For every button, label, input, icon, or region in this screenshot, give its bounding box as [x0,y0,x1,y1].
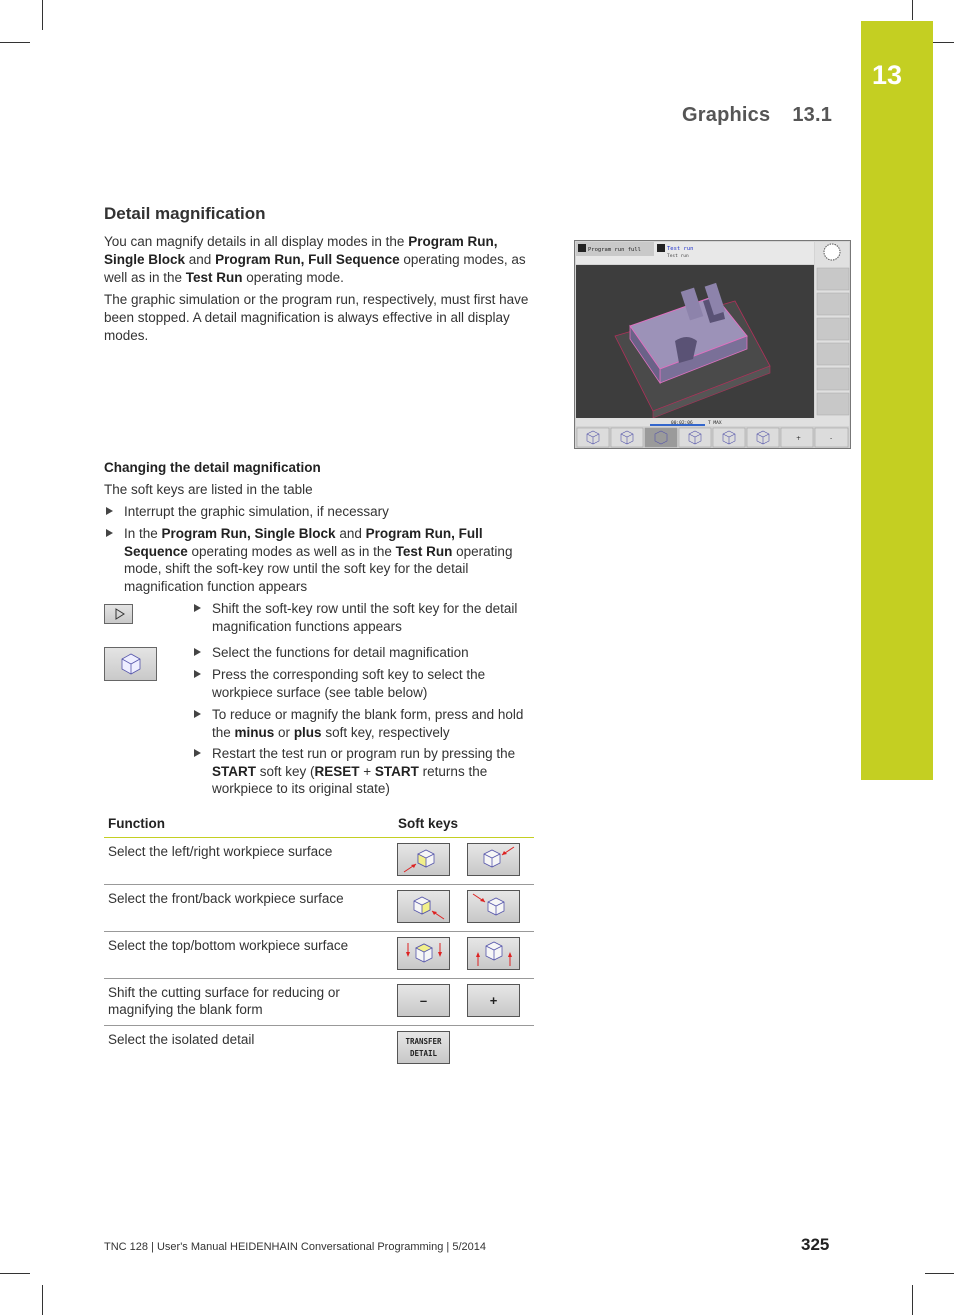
step-1 [124,503,544,521]
cube-top-surface-icon [398,938,449,969]
bullet-arrow-icon [106,529,113,537]
step-1-text: Interrupt the graphic simulation, if necessary [124,504,389,519]
intro-paragraph-2: The graphic simulation or the program run, respectively, must first have been stopped. A detail magnification is always effective in all display modes. [104,292,529,343]
bullet-arrow-icon [106,507,113,515]
function-text: Select the top/bottom workpiece surface [108,938,349,953]
screen-status-mode: T MAX [708,421,722,426]
table-row [104,884,534,932]
bullet-arrow-icon [194,648,201,656]
right-surface-softkey[interactable] [467,843,520,876]
page-number: 325 [801,1235,830,1254]
bottom-surface-softkey[interactable] [467,937,520,970]
cube-front-surface-icon [398,891,449,922]
plus-label: + [489,993,498,1008]
transfer-detail-label [398,1032,449,1063]
chapter-number: 13 [872,60,903,90]
column-header-softkeys: Soft keys [398,816,459,831]
screen-tab-test-run: Test run [667,246,694,252]
play-triangle-icon [105,605,132,623]
minus-softkey[interactable] [397,984,450,1017]
function-text: Shift the cutting surface for reducing or magnifying the blank form [108,985,340,1017]
screen-softkey-minus: - [830,435,833,442]
bullet-arrow-icon [194,670,201,678]
minus-label: – [419,993,428,1008]
bullet-arrow-icon [194,604,201,612]
step-2-text: In the Program Run, Single Block and Program Run, Full Sequence operating modes as well as in the Test Run operating mode, shift the soft-key row until the soft key for the detail magnification function appears [124,526,513,594]
bullet-arrow-icon [194,749,201,757]
column-header-function: Function [108,816,165,831]
top-surface-softkey[interactable] [397,937,450,970]
bullet-arrow-icon [194,710,201,718]
crop-mark [925,1273,954,1274]
cube-right-surface-icon [468,844,519,875]
substep-2 [212,644,532,662]
function-text: Select the left/right workpiece surface [108,844,333,859]
step-2 [124,525,544,595]
table-row [104,1025,534,1072]
cube-back-surface-icon [468,891,519,922]
control-screenshot [574,240,851,449]
crop-mark [0,1273,30,1274]
screen-tab-program-run: Program run full [588,247,641,253]
substep-1 [212,600,532,635]
detail-magnification-softkey[interactable] [104,647,157,681]
table-row [104,837,534,885]
screen-softkey-plus: + [796,435,802,442]
table-row [104,931,534,979]
header-title: Graphics [682,104,771,126]
substep-5-text: Restart the test run or program run by pressing the START soft key (RESET + START returns the workpiece to its original state) [212,746,516,796]
header-section: 13.1 [792,104,833,126]
screen-status-time: 00:02:06 [671,421,693,426]
crop-mark [0,42,30,43]
cube-bottom-surface-icon [468,938,519,969]
transfer-detail-line-2: DETAIL [409,1048,438,1058]
substep-5 [212,745,532,798]
substep-2-text: Select the functions for detail magnification [212,645,469,660]
substep-1-text: Shift the soft-key row until the soft key for the detail magnification functions appears [212,601,518,634]
footer-text: TNC 128 | User's Manual HEIDENHAIN Conversational Programming | 5/2014 [104,1241,486,1253]
back-surface-softkey[interactable] [467,890,520,923]
plus-softkey[interactable] [467,984,520,1017]
subsection-heading: Changing the detail magnification [104,460,321,475]
transfer-detail-line-1: TRANSFER [405,1036,442,1046]
crop-mark [912,0,913,20]
changing-intro: The soft keys are listed in the table [104,482,313,497]
chapter-tab [861,21,933,780]
control-screenshot-graphic [575,241,850,448]
crop-mark [42,0,43,30]
substep-3 [212,666,532,701]
substep-4 [212,706,532,741]
table-header [104,812,534,838]
cube-left-surface-icon [398,844,449,875]
intro-paragraph-1: You can magnify details in all display modes in the Program Run, Single Block and Program Run, Full Sequence operating modes, as well as in the Test Run operating mode. [104,234,526,285]
running-header [682,104,832,127]
screen-tab-test-run-sub: Test run [667,254,689,259]
front-surface-softkey[interactable] [397,890,450,923]
crop-mark [912,1285,913,1315]
transfer-detail-softkey[interactable] [397,1031,450,1064]
substep-3-text: Press the corresponding soft key to select the workpiece surface (see table below) [212,667,486,700]
left-surface-softkey[interactable] [397,843,450,876]
section-title: Detail magnification [104,204,266,223]
next-softkey-row-button[interactable] [104,604,133,624]
substep-4-text: To reduce or magnify the blank form, press and hold the minus or plus soft key, respectively [212,707,524,740]
cube-magnify-icon [105,648,156,680]
table-row [104,978,534,1026]
crop-mark [42,1285,43,1315]
function-text: Select the isolated detail [108,1032,255,1047]
function-text: Select the front/back workpiece surface [108,891,344,906]
